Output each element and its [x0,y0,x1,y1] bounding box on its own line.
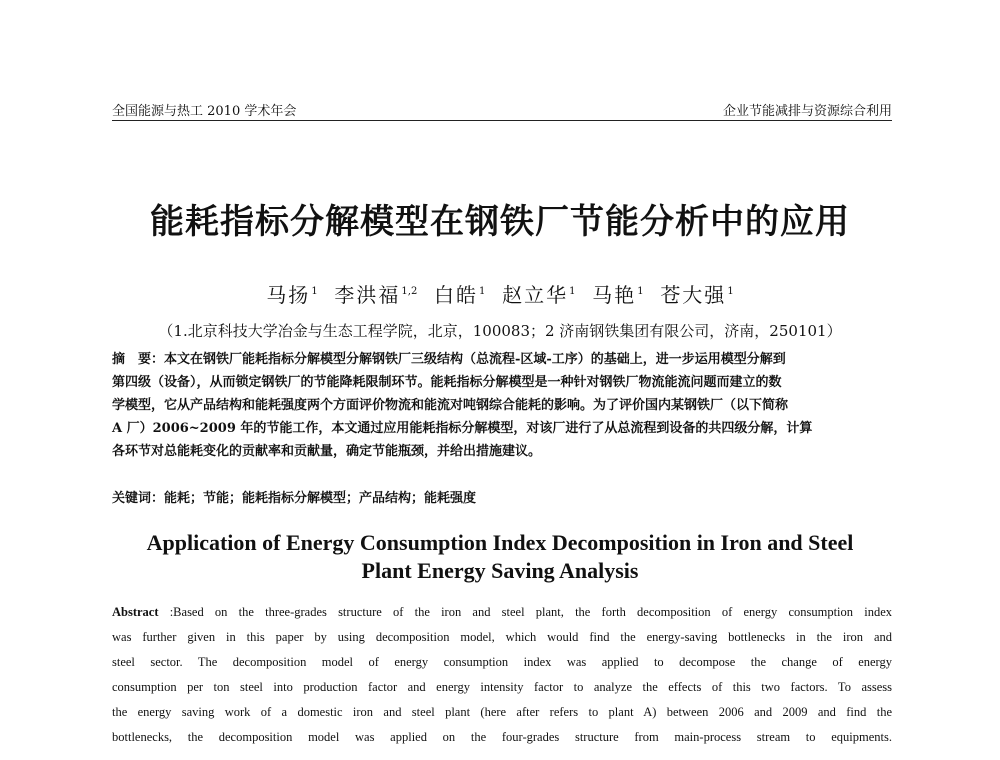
abstract-en-line: bottlenecks, the decomposition model was applied on the four-grades structure from main-process stream to equipments. [112,730,892,744]
abstract-cn-line: 各环节对总能耗变化的贡献率和贡献量，确定节能瓶颈，并给出措施建议。 [112,444,542,459]
abstract-cn-line: 第四级（设备），从而锁定钢铁厂的节能降耗限制环节。能耗指标分解模型是一种针对钢铁厂物流能流问题而建立的数 [112,375,782,390]
author-affil-mark: 1 [569,286,576,297]
title-en-line: Plant Energy Saving Analysis [361,558,639,583]
author-name: 苍大强 [660,283,727,307]
abstract-cn-line: 学模型，它从产品结构和能耗强度两个方面评价物流和能流对吨钢综合能耗的影响。为了评价国内某钢铁厂（以下简称 [112,398,789,413]
affiliations: （1.北京科技大学冶金与生态工程学院，北京，100083；2 济南钢铁集团有限公司，济南，250101） [158,322,842,340]
author-name: 李洪福 [334,283,401,307]
abstract-cn-text: 本文在钢铁厂能耗指标分解模型分解钢铁厂三级结构（总流程-区域-工序）的基础上，进一步运用模型分解到 [164,352,786,367]
header-conference: 全国能源与热工 2010 学术年会 [112,104,297,119]
abstract-english [112,600,892,750]
abstract-cn-line: A 厂）2006~2009 年的节能工作，本文通过应用能耗指标分解模型，对该厂进行了从总流程到设备的共四级分解，计算 [112,421,813,436]
author-name: 马扬 [266,283,311,307]
author-affil-mark: 1,2 [401,286,418,297]
keywords-chinese: 关键词：能耗；节能；能耗指标分解模型；产品结构；能耗强度 [112,491,477,506]
author-list [0,279,1000,308]
abstract-en-label: Abstract [112,605,159,619]
title-chinese: 能耗指标分解模型在钢铁厂节能分析中的应用 [150,202,850,242]
title-en-line: Application of Energy Consumption Index Decomposition in Iron and Steel [146,530,854,555]
author-affil-mark: 1 [727,286,734,297]
abstract-en-line: steel sector. The decomposition model of energy consumption index was applied to decompose the change of energy [112,655,892,669]
abstract-cn-line [112,348,892,371]
abstract-en-line: was further given in this paper by using decomposition model, which would find the energy-saving bottlenecks in the iron and [112,630,892,644]
abstract-en-line: consumption per ton steel into production factor and energy intensity factor to analyze the effects of this two factors. To assess [112,680,892,694]
header-section: 企业节能减排与资源综合利用 [722,104,892,119]
author-name: 马艳 [592,283,637,307]
author-name: 赵立华 [502,283,569,307]
abstract-en-text: :Based on the three-grades structure of the iron and steel plant, the forth decomposition of energy consumption index [158,605,892,619]
author-affil-mark: 1 [637,286,644,297]
author-name: 白皓 [434,283,479,307]
running-header [112,98,892,121]
abstract-en-line: the energy saving work of a domestic iron and steel plant (here after refers to plant A) between 2006 and 2009 and find the [112,705,892,719]
abstract-chinese [112,348,892,463]
abstract-en-line [112,600,892,625]
abstract-cn-label: 摘 要： [112,352,165,367]
author-affil-mark: 1 [311,286,318,297]
title-english [0,529,1000,585]
author-affil-mark: 1 [479,286,486,297]
